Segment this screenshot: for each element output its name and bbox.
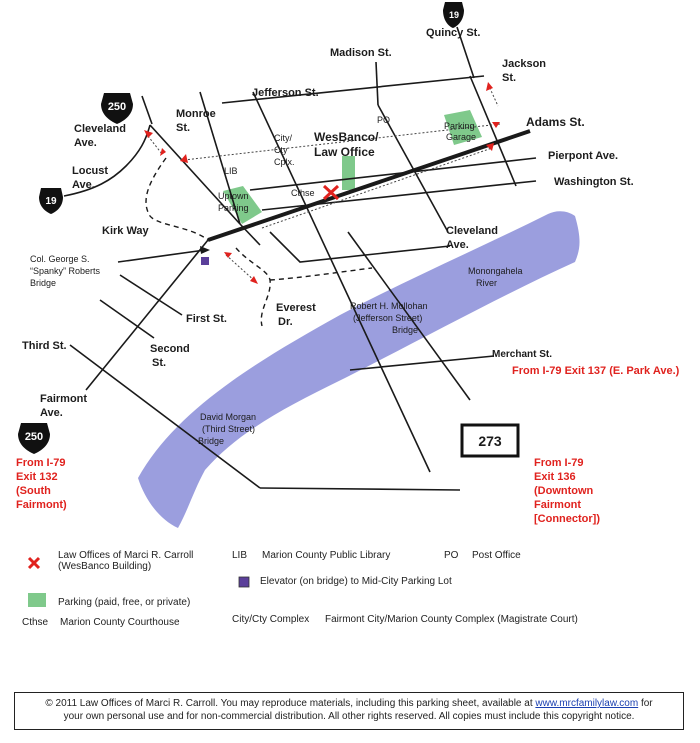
legend-law-office-line2: (WesBanco Building) (58, 561, 152, 572)
cleveland-ave-road-2 (270, 232, 450, 262)
elevator-icon (201, 257, 209, 265)
parking-garage-label: Parking (444, 121, 475, 131)
exit136-line5: [Connector]) (534, 513, 600, 525)
interstate-shield-icon (18, 423, 50, 454)
madison-st-road (376, 62, 378, 105)
pierpont-label: Pierpont Ave. (548, 150, 619, 162)
arrowhead-icon (224, 252, 232, 258)
kirk-way-dashed (146, 158, 208, 240)
lower-dashed (270, 268, 372, 280)
cleveland-s-label: Cleveland (446, 225, 498, 237)
exit136-line3: (Downtown (534, 485, 594, 497)
exit132-line4: Fairmont) (16, 499, 67, 511)
cleveland-ave-nw-road (142, 96, 152, 124)
fairmont-label: Fairmont (40, 393, 88, 405)
jackson-label: Jackson (502, 58, 547, 70)
locust-label: Locust (72, 165, 109, 177)
legend-po-val: Post Office (472, 550, 521, 561)
exit132-line1: From I-79 (16, 457, 66, 469)
roberts-label-3: Bridge (30, 278, 57, 288)
wesbanco-label: WesBanco/ (314, 130, 379, 144)
everest-dr-dashed (236, 248, 270, 326)
exit132-line2: Exit 132 (16, 471, 58, 483)
interstate-shield-icon (39, 188, 63, 214)
fairmont-label-2: Ave. (40, 407, 63, 419)
legend-cthse-val: Marion County Courthouse (60, 617, 180, 628)
legend-lib-key: LIB (232, 550, 248, 561)
exit136-line2: Exit 136 (534, 471, 576, 483)
exit136-line4: Fairmont (534, 499, 582, 511)
interstate-shield-icon (101, 93, 133, 124)
interstate-shield-icon (443, 2, 464, 28)
route-273-label: 273 (478, 433, 502, 449)
legend-elevator-icon (239, 577, 249, 587)
pointer-arrowhead-icon (200, 246, 210, 254)
kirk-way-label: Kirk Way (102, 225, 149, 237)
morgan-label-2: (Third Street) (202, 424, 256, 434)
legend-lib-val: Marion County Public Library (262, 550, 391, 561)
copyright-text-1: © 2011 Law Offices of Marci R. Carroll. You may reproduce materials, including this parking sheet, available at (45, 698, 536, 709)
arrowhead-icon (492, 122, 500, 128)
morgan-label: David Morgan (200, 412, 257, 422)
route-250-top: 250 (107, 101, 127, 113)
exit137-direction: From I-79 Exit 137 (E. Park Ave.) (512, 365, 680, 377)
legend-parking-icon (28, 593, 46, 607)
website-link[interactable]: www.mrcfamilylaw.com (535, 698, 639, 709)
lower-bridge-road (260, 488, 460, 490)
jackson-label-2: St. (502, 72, 517, 84)
roberts-label-2: “Spanky” Roberts (30, 266, 101, 276)
monroe-label-2: St. (176, 122, 191, 134)
morgan-label-3: Bridge (198, 436, 225, 446)
arrowhead-icon (486, 82, 493, 91)
river-label-2: River (476, 278, 498, 288)
copyright-line2: your own personal use and for non-commercial distribution. All other rights reserved. All copies must include this copyright notice. (63, 711, 635, 722)
locust-label-2: Ave. (72, 179, 95, 191)
river-label: Monongahela (468, 266, 523, 276)
legend-cthse-key: Cthse (22, 617, 49, 628)
everest-label: Everest (276, 302, 316, 314)
legend-law-office-text (58, 550, 193, 572)
exit136-line1: From I-79 (534, 457, 584, 469)
uptown-label: Uptown (218, 191, 249, 201)
legend-city-key: City/Cty Complex (232, 614, 310, 625)
second-label-2: St. (152, 357, 167, 369)
city-label-3: Cplx. (274, 157, 295, 167)
mollohan-label: Robert H. Mollohan (350, 301, 428, 311)
monroe-label: Monroe (176, 108, 216, 120)
legend-law-office-line1: Law Offices of Marci R. Carroll (58, 550, 194, 561)
everest-label-2: Dr. (278, 316, 293, 328)
route-250-bottom: 250 (24, 431, 44, 443)
dotted-arrow-left (148, 136, 162, 154)
legend-law-office-icon (29, 558, 39, 568)
quincy-st-label: Quincy St. (426, 27, 481, 39)
route-19-left: 19 (45, 196, 57, 207)
mollohan-label-3: Bridge (392, 325, 419, 335)
adams-st-label: Adams St. (526, 115, 585, 129)
roberts-label: Col. George S. (30, 254, 90, 264)
first-st-label: First St. (186, 313, 227, 325)
lib-label: LIB (224, 166, 238, 176)
city-label: City/ (274, 133, 292, 143)
copyright-text-1b: for (638, 698, 653, 709)
wesbanco-parking-area (342, 156, 355, 190)
wesbanco-label-2: Law Office (314, 145, 375, 159)
copyright-line1 (21, 697, 677, 710)
mollohan-label-2: (Jefferson Street) (353, 313, 423, 323)
city-label-2: Cty (274, 145, 288, 155)
legend-city-val: Fairmont City/Marion County Complex (Magistrate Court) (325, 614, 578, 625)
cleveland-s-label-2: Ave. (446, 239, 469, 251)
third-st-label: Third St. (22, 340, 67, 352)
exit132-line3: (South (16, 485, 51, 497)
second-st-road (100, 300, 154, 338)
copyright-notice (14, 692, 684, 730)
dotted-arrow-bridge (226, 255, 256, 282)
legend-parking-text: Parking (paid, free, or private) (58, 597, 191, 608)
jefferson-st-label: Jefferson St. (252, 87, 319, 99)
cleveland-nw-label-2: Ave. (74, 137, 97, 149)
cthse-label: Cthse (291, 188, 315, 198)
merchant-st-label: Merchant St. (492, 349, 553, 360)
uptown-label-2: Parking (218, 203, 249, 213)
legend-elevator-text: Elevator (on bridge) to Mid-City Parking Lot (260, 576, 452, 587)
route-19-top: 19 (448, 10, 460, 20)
madison-st-label: Madison St. (330, 47, 392, 59)
legend-po-key: PO (444, 550, 459, 561)
parking-garage-label-2: Garage (446, 132, 477, 142)
po-label: PO (377, 115, 391, 125)
washington-label: Washington St. (554, 176, 634, 188)
second-label: Second (150, 343, 190, 355)
cleveland-nw-label: Cleveland (74, 123, 126, 135)
